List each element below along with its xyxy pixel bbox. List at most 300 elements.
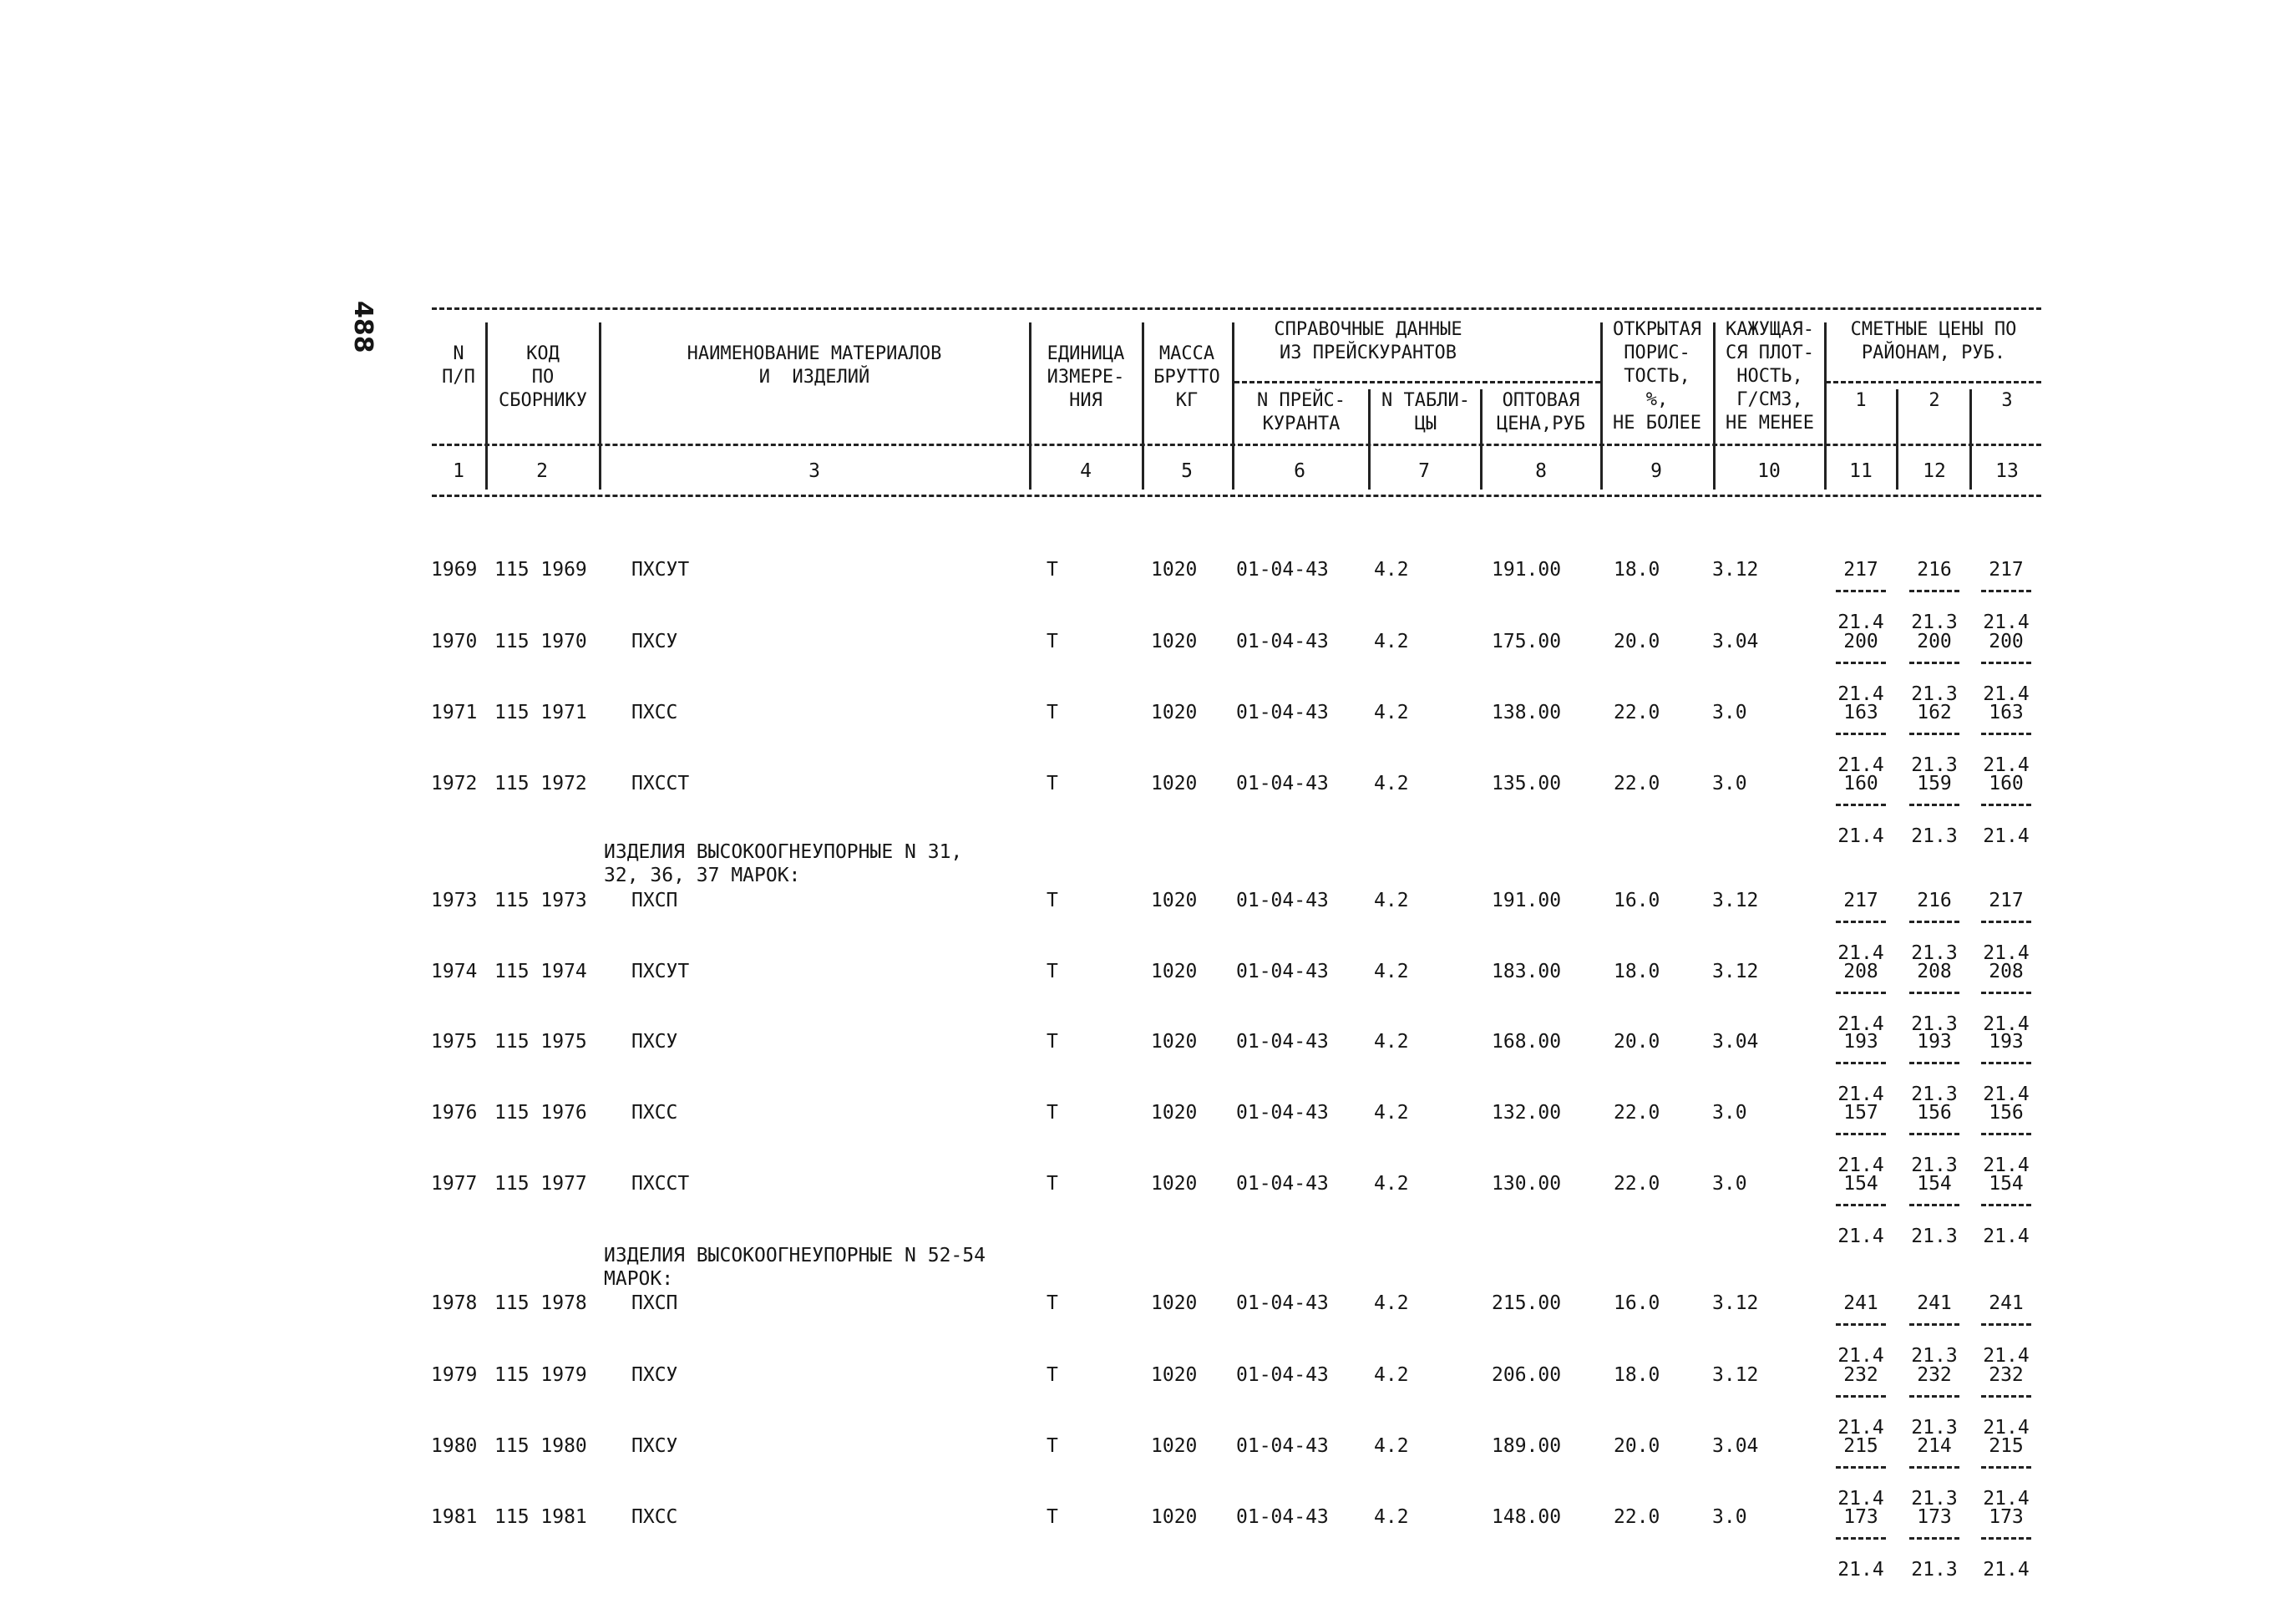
region-price-3 [1976, 1505, 2036, 1581]
fraction-rule [1836, 1537, 1886, 1540]
row-number: 1977 [431, 1173, 478, 1195]
row-porosity: 18.0 [1614, 1364, 1660, 1386]
region-price-3 [1976, 889, 2036, 965]
fraction-rule [1909, 992, 1959, 994]
row-number: 1973 [431, 890, 478, 911]
row-name: ПХССТ [631, 773, 690, 794]
region-price-value: 214 [1917, 1435, 1952, 1457]
row-number: 1969 [431, 559, 478, 581]
row-price-list: 01-04-43 [1236, 1173, 1329, 1195]
region-price-3 [1976, 1434, 2036, 1510]
fraction-rule [1909, 733, 1959, 735]
region-coefficient: 21.3 [1911, 683, 1958, 705]
row-name: ПХСС [631, 1506, 678, 1528]
region-coefficient: 21.4 [1837, 1559, 1884, 1581]
fraction-rule [1909, 1537, 1959, 1540]
region-price-value: 215 [1843, 1435, 1878, 1457]
row-mass: 1020 [1151, 559, 1198, 581]
row-number: 1980 [431, 1435, 478, 1457]
row-wholesale: 215.00 [1492, 1292, 1562, 1314]
row-porosity: 18.0 [1614, 961, 1660, 982]
region-price-1 [1831, 1030, 1891, 1106]
row-mass: 1020 [1151, 1292, 1198, 1314]
region-price-1 [1831, 1101, 1891, 1177]
row-unit: Т [1047, 1292, 1058, 1314]
region-price-value: 157 [1843, 1102, 1878, 1124]
region-price-value: 193 [1843, 1031, 1878, 1053]
fraction-rule [1909, 1466, 1959, 1469]
row-mass: 1020 [1151, 1031, 1198, 1053]
region-price-1 [1831, 1292, 1891, 1368]
row-density: 3.0 [1712, 1506, 1747, 1528]
region-price-2 [1904, 1172, 1964, 1248]
fraction-rule [1909, 804, 1959, 806]
region-coefficient: 21.4 [1983, 1345, 2030, 1367]
row-wholesale: 191.00 [1492, 559, 1562, 581]
region-coefficient: 21.3 [1911, 1155, 1958, 1176]
row-density: 3.12 [1712, 961, 1759, 982]
region-price-3 [1976, 960, 2036, 1036]
group1-sub-rule [1234, 381, 1600, 383]
fraction-rule [1836, 1062, 1886, 1064]
header-mass: МАССА БРУТТО КГ [1153, 343, 1220, 411]
row-number: 1972 [431, 773, 478, 794]
row-number: 1979 [431, 1364, 478, 1386]
header-code: КОД ПО СБОРНИКУ [499, 343, 587, 411]
row-name: ПХСУТ [631, 961, 690, 982]
region-price-2 [1904, 630, 1964, 706]
row-wholesale: 189.00 [1492, 1435, 1562, 1457]
region-coefficient: 21.4 [1983, 1417, 2030, 1439]
row-name: ПХСП [631, 890, 678, 911]
row-porosity: 22.0 [1614, 1173, 1660, 1195]
row-mass: 1020 [1151, 1102, 1198, 1124]
region-price-3 [1976, 1030, 2036, 1106]
region-price-value: 193 [1917, 1031, 1952, 1053]
region-coefficient: 21.4 [1983, 1084, 2030, 1105]
region-price-1 [1831, 772, 1891, 848]
region-price-3 [1976, 630, 2036, 706]
region-price-value: 173 [1917, 1506, 1952, 1528]
region-coefficient: 21.4 [1837, 754, 1884, 776]
region-coefficient: 21.4 [1983, 683, 2030, 705]
row-price-list: 01-04-43 [1236, 773, 1329, 794]
fraction-rule [1836, 1133, 1886, 1135]
header-subcolumn-separator [1896, 389, 1898, 490]
row-code: 115 1978 [494, 1292, 587, 1314]
region-coefficient: 21.4 [1983, 1013, 2030, 1035]
region-price-1 [1831, 960, 1891, 1036]
row-density: 3.04 [1712, 1435, 1759, 1457]
row-density: 3.12 [1712, 1364, 1759, 1386]
region-coefficient: 21.4 [1983, 1155, 2030, 1176]
row-mass: 1020 [1151, 1506, 1198, 1528]
region-coefficient: 21.4 [1837, 1084, 1884, 1105]
row-number: 1971 [431, 702, 478, 723]
row-price-list: 01-04-43 [1236, 1506, 1329, 1528]
column-number: 12 [1923, 460, 1946, 482]
row-mass: 1020 [1151, 773, 1198, 794]
column-number: 7 [1418, 460, 1430, 482]
column-number: 9 [1650, 460, 1662, 482]
region-price-value: 200 [1843, 631, 1878, 652]
region-price-value: 232 [1989, 1364, 2024, 1386]
row-price-list: 01-04-43 [1236, 702, 1329, 723]
region-coefficient: 21.4 [1837, 1155, 1884, 1176]
region-price-1 [1831, 701, 1891, 777]
region-coefficient: 21.4 [1837, 1417, 1884, 1439]
region-price-value: 232 [1917, 1364, 1952, 1386]
row-name: ПХСС [631, 702, 678, 723]
column-number: 3 [808, 460, 820, 482]
page-number: 488 [348, 301, 378, 353]
row-unit: Т [1047, 1364, 1058, 1386]
row-price-list: 01-04-43 [1236, 961, 1329, 982]
fraction-rule [1836, 804, 1886, 806]
region-price-value: 162 [1917, 702, 1952, 723]
region-price-2 [1904, 889, 1964, 965]
row-density: 3.12 [1712, 559, 1759, 581]
fraction-rule [1981, 733, 2031, 735]
row-code: 115 1972 [494, 773, 587, 794]
region-price-2 [1904, 960, 1964, 1036]
region-coefficient: 21.4 [1983, 754, 2030, 776]
region-price-3 [1976, 558, 2036, 634]
row-porosity: 20.0 [1614, 1435, 1660, 1457]
header-name: НАИМЕНОВАНИЕ МАТЕРИАЛОВ И ИЗДЕЛИЙ [687, 343, 942, 388]
group2-sub-rule [1826, 381, 2041, 383]
row-mass: 1020 [1151, 1435, 1198, 1457]
column-number: 4 [1080, 460, 1092, 482]
region-price-2 [1904, 701, 1964, 777]
row-wholesale: 183.00 [1492, 961, 1562, 982]
row-code: 115 1979 [494, 1364, 587, 1386]
row-density: 3.0 [1712, 1102, 1747, 1124]
fraction-rule [1909, 921, 1959, 923]
region-price-1 [1831, 630, 1891, 706]
row-code: 115 1981 [494, 1506, 587, 1528]
row-name: ПХССТ [631, 1173, 690, 1195]
row-density: 3.04 [1712, 1031, 1759, 1053]
row-table: 4.2 [1374, 1364, 1409, 1386]
region-price-value: 241 [1989, 1292, 2024, 1314]
region-price-2 [1904, 772, 1964, 848]
region-coefficient: 21.4 [1983, 1559, 2030, 1581]
column-number: 2 [536, 460, 548, 482]
region-price-value: 156 [1917, 1102, 1952, 1124]
region-coefficient: 21.3 [1911, 754, 1958, 776]
row-unit: Т [1047, 773, 1058, 794]
header-subcolumn-separator [1480, 389, 1483, 490]
header-price-ref-group: СПРАВОЧНЫЕ ДАННЫЕ ИЗ ПРЕЙСКУРАНТОВ [1274, 319, 1462, 363]
header-table: N ТАБЛИ- ЦЫ [1381, 390, 1470, 434]
row-code: 115 1976 [494, 1102, 587, 1124]
column-number: 11 [1849, 460, 1873, 482]
header-column-separator [485, 322, 488, 490]
row-unit: Т [1047, 702, 1058, 723]
fraction-rule [1981, 1133, 2031, 1135]
row-number: 1976 [431, 1102, 478, 1124]
fraction-rule [1981, 662, 2031, 664]
row-unit: Т [1047, 1435, 1058, 1457]
region-price-value: 200 [1917, 631, 1952, 652]
region-price-value: 208 [1917, 961, 1952, 982]
column-number: 5 [1181, 460, 1193, 482]
region-coefficient: 21.4 [1837, 612, 1884, 633]
fraction-rule [1909, 662, 1959, 664]
row-name: ПХСУ [631, 1031, 678, 1053]
region-coefficient: 21.4 [1837, 1488, 1884, 1510]
row-number: 1975 [431, 1031, 478, 1053]
header-region-3: 3 [2001, 390, 2013, 411]
fraction-rule [1836, 1323, 1886, 1326]
row-mass: 1020 [1151, 1364, 1198, 1386]
header-estimate-group: СМЕТНЫЕ ЦЕНЫ ПО РАЙОНАМ, РУБ. [1850, 319, 2017, 363]
region-price-2 [1904, 1363, 1964, 1439]
region-price-value: 208 [1843, 961, 1878, 982]
row-number: 1974 [431, 961, 478, 982]
row-number: 1978 [431, 1292, 478, 1314]
region-coefficient: 21.3 [1911, 1013, 1958, 1035]
fraction-rule [1836, 590, 1886, 592]
section-caption-31-37: ИЗДЕЛИЯ ВЫСОКООГНЕУПОРНЫЕ N 31, 32, 36, 37 МАРОК: [604, 841, 963, 886]
header-top-rule [432, 307, 2041, 310]
fraction-rule [1981, 992, 2031, 994]
fraction-rule [1836, 1466, 1886, 1469]
region-price-value: 241 [1917, 1292, 1952, 1314]
region-price-value: 215 [1989, 1435, 2024, 1457]
region-price-2 [1904, 1030, 1964, 1106]
fraction-rule [1981, 1395, 2031, 1398]
row-table: 4.2 [1374, 1435, 1409, 1457]
row-wholesale: 135.00 [1492, 773, 1562, 794]
fraction-rule [1909, 1395, 1959, 1398]
fraction-rule [1836, 733, 1886, 735]
row-unit: Т [1047, 1506, 1058, 1528]
colnum-bottom-rule [432, 495, 2041, 497]
header-porosity: ОТКРЫТАЯ ПОРИС- ТОСТЬ, %, НЕ БОЛЕЕ [1613, 319, 1701, 434]
region-coefficient: 21.3 [1911, 1488, 1958, 1510]
row-name: ПХСУ [631, 631, 678, 652]
region-coefficient: 21.3 [1911, 825, 1958, 847]
row-wholesale: 191.00 [1492, 890, 1562, 911]
column-number: 1 [453, 460, 464, 482]
region-coefficient: 21.4 [1983, 1488, 2030, 1510]
row-density: 3.12 [1712, 890, 1759, 911]
row-name: ПХСУТ [631, 559, 690, 581]
header-region-2: 2 [1929, 390, 1940, 411]
fraction-rule [1836, 921, 1886, 923]
region-coefficient: 21.4 [1983, 942, 2030, 964]
row-density: 3.0 [1712, 1173, 1747, 1195]
region-coefficient: 21.4 [1983, 612, 2030, 633]
row-wholesale: 168.00 [1492, 1031, 1562, 1053]
header-subcolumn-separator [1368, 389, 1371, 490]
row-density: 3.0 [1712, 773, 1747, 794]
row-table: 4.2 [1374, 773, 1409, 794]
row-table: 4.2 [1374, 631, 1409, 652]
row-code: 115 1971 [494, 702, 587, 723]
region-coefficient: 21.4 [1837, 825, 1884, 847]
region-coefficient: 21.4 [1837, 942, 1884, 964]
region-price-value: 232 [1843, 1364, 1878, 1386]
row-price-list: 01-04-43 [1236, 1031, 1329, 1053]
row-price-list: 01-04-43 [1236, 1364, 1329, 1386]
row-table: 4.2 [1374, 559, 1409, 581]
section-caption-52-54: ИЗДЕЛИЯ ВЫСОКООГНЕУПОРНЫЕ N 52-54 МАРОК: [604, 1245, 986, 1290]
column-number: 8 [1535, 460, 1547, 482]
region-price-value: 160 [1989, 773, 2024, 794]
row-number: 1970 [431, 631, 478, 652]
fraction-rule [1836, 662, 1886, 664]
region-price-3 [1976, 701, 2036, 777]
header-price-list: N ПРЕЙС- КУРАНТА [1257, 390, 1346, 434]
region-price-value: 216 [1917, 890, 1952, 911]
region-price-value: 156 [1989, 1102, 2024, 1124]
region-price-value: 154 [1843, 1173, 1878, 1195]
row-price-list: 01-04-43 [1236, 631, 1329, 652]
fraction-rule [1836, 992, 1886, 994]
region-coefficient: 21.4 [1837, 1226, 1884, 1247]
region-price-3 [1976, 1292, 2036, 1368]
row-name: ПХСУ [631, 1435, 678, 1457]
column-number: 13 [1995, 460, 2019, 482]
row-unit: Т [1047, 1173, 1058, 1195]
region-price-3 [1976, 1363, 2036, 1439]
row-porosity: 16.0 [1614, 890, 1660, 911]
row-name: ПХСП [631, 1292, 678, 1314]
region-price-value: 208 [1989, 961, 2024, 982]
row-price-list: 01-04-43 [1236, 1292, 1329, 1314]
row-mass: 1020 [1151, 702, 1198, 723]
region-price-value: 200 [1989, 631, 2024, 652]
region-price-1 [1831, 1434, 1891, 1510]
region-price-value: 193 [1989, 1031, 2024, 1053]
region-coefficient: 21.3 [1911, 1345, 1958, 1367]
row-code: 115 1974 [494, 961, 587, 982]
row-unit: Т [1047, 961, 1058, 982]
fraction-rule [1981, 1537, 2031, 1540]
region-price-value: 154 [1989, 1173, 2024, 1195]
region-coefficient: 21.3 [1911, 1084, 1958, 1105]
region-price-value: 217 [1843, 559, 1878, 581]
fraction-rule [1981, 1466, 2031, 1469]
region-coefficient: 21.4 [1837, 683, 1884, 705]
row-porosity: 22.0 [1614, 773, 1660, 794]
fraction-rule [1909, 1204, 1959, 1206]
row-code: 115 1980 [494, 1435, 587, 1457]
row-mass: 1020 [1151, 631, 1198, 652]
row-table: 4.2 [1374, 702, 1409, 723]
column-number: 6 [1294, 460, 1305, 482]
row-code: 115 1977 [494, 1173, 587, 1195]
region-price-2 [1904, 1505, 1964, 1581]
region-price-value: 173 [1843, 1506, 1878, 1528]
region-price-value: 241 [1843, 1292, 1878, 1314]
row-code: 115 1970 [494, 631, 587, 652]
fraction-rule [1909, 1133, 1959, 1135]
region-coefficient: 21.4 [1837, 1013, 1884, 1035]
row-porosity: 20.0 [1614, 631, 1660, 652]
header-subcolumn-separator [1969, 389, 1972, 490]
row-porosity: 22.0 [1614, 702, 1660, 723]
fraction-rule [1909, 1323, 1959, 1326]
fraction-rule [1909, 1062, 1959, 1064]
region-coefficient: 21.3 [1911, 1226, 1958, 1247]
row-wholesale: 148.00 [1492, 1506, 1562, 1528]
region-price-3 [1976, 1101, 2036, 1177]
row-porosity: 16.0 [1614, 1292, 1660, 1314]
row-name: ПХСУ [631, 1364, 678, 1386]
row-table: 4.2 [1374, 1173, 1409, 1195]
fraction-rule [1981, 1204, 2031, 1206]
header-npp: N П/П [442, 343, 475, 388]
region-price-value: 217 [1989, 559, 2024, 581]
region-price-value: 217 [1989, 890, 2024, 911]
region-price-1 [1831, 1505, 1891, 1581]
row-density: 3.12 [1712, 1292, 1759, 1314]
row-price-list: 01-04-43 [1236, 559, 1329, 581]
row-price-list: 01-04-43 [1236, 1102, 1329, 1124]
row-porosity: 22.0 [1614, 1102, 1660, 1124]
region-price-2 [1904, 558, 1964, 634]
row-unit: Т [1047, 890, 1058, 911]
row-density: 3.04 [1712, 631, 1759, 652]
row-wholesale: 138.00 [1492, 702, 1562, 723]
region-coefficient: 21.4 [1837, 1345, 1884, 1367]
region-price-value: 216 [1917, 559, 1952, 581]
header-unit: ЕДИНИЦА ИЗМЕРЕ- НИЯ [1047, 343, 1125, 411]
region-coefficient: 21.3 [1911, 1417, 1958, 1439]
row-table: 4.2 [1374, 961, 1409, 982]
row-density: 3.0 [1712, 702, 1747, 723]
region-price-value: 217 [1843, 890, 1878, 911]
row-table: 4.2 [1374, 1031, 1409, 1053]
row-number: 1981 [431, 1506, 478, 1528]
header-density: КАЖУЩАЯ- СЯ ПЛОТ- НОСТЬ, Г/СМ3, НЕ МЕНЕЕ [1726, 319, 1814, 434]
fraction-rule [1909, 590, 1959, 592]
row-price-list: 01-04-43 [1236, 890, 1329, 911]
row-porosity: 18.0 [1614, 559, 1660, 581]
region-price-value: 163 [1989, 702, 2024, 723]
fraction-rule [1981, 1062, 2031, 1064]
region-price-1 [1831, 1363, 1891, 1439]
row-table: 4.2 [1374, 1506, 1409, 1528]
row-code: 115 1973 [494, 890, 587, 911]
region-coefficient: 21.4 [1983, 825, 2030, 847]
region-coefficient: 21.3 [1911, 1559, 1958, 1581]
fraction-rule [1836, 1395, 1886, 1398]
row-unit: Т [1047, 559, 1058, 581]
fraction-rule [1836, 1204, 1886, 1206]
region-price-3 [1976, 772, 2036, 848]
header-bottom-rule [432, 444, 2041, 446]
row-mass: 1020 [1151, 890, 1198, 911]
header-region-1: 1 [1855, 390, 1867, 411]
region-price-1 [1831, 889, 1891, 965]
region-price-value: 159 [1917, 773, 1952, 794]
region-price-2 [1904, 1434, 1964, 1510]
region-price-1 [1831, 1172, 1891, 1248]
region-price-2 [1904, 1292, 1964, 1368]
row-wholesale: 175.00 [1492, 631, 1562, 652]
row-table: 4.2 [1374, 890, 1409, 911]
region-price-value: 173 [1989, 1506, 2024, 1528]
fraction-rule [1981, 921, 2031, 923]
row-price-list: 01-04-43 [1236, 1435, 1329, 1457]
column-number: 10 [1757, 460, 1781, 482]
row-mass: 1020 [1151, 1173, 1198, 1195]
